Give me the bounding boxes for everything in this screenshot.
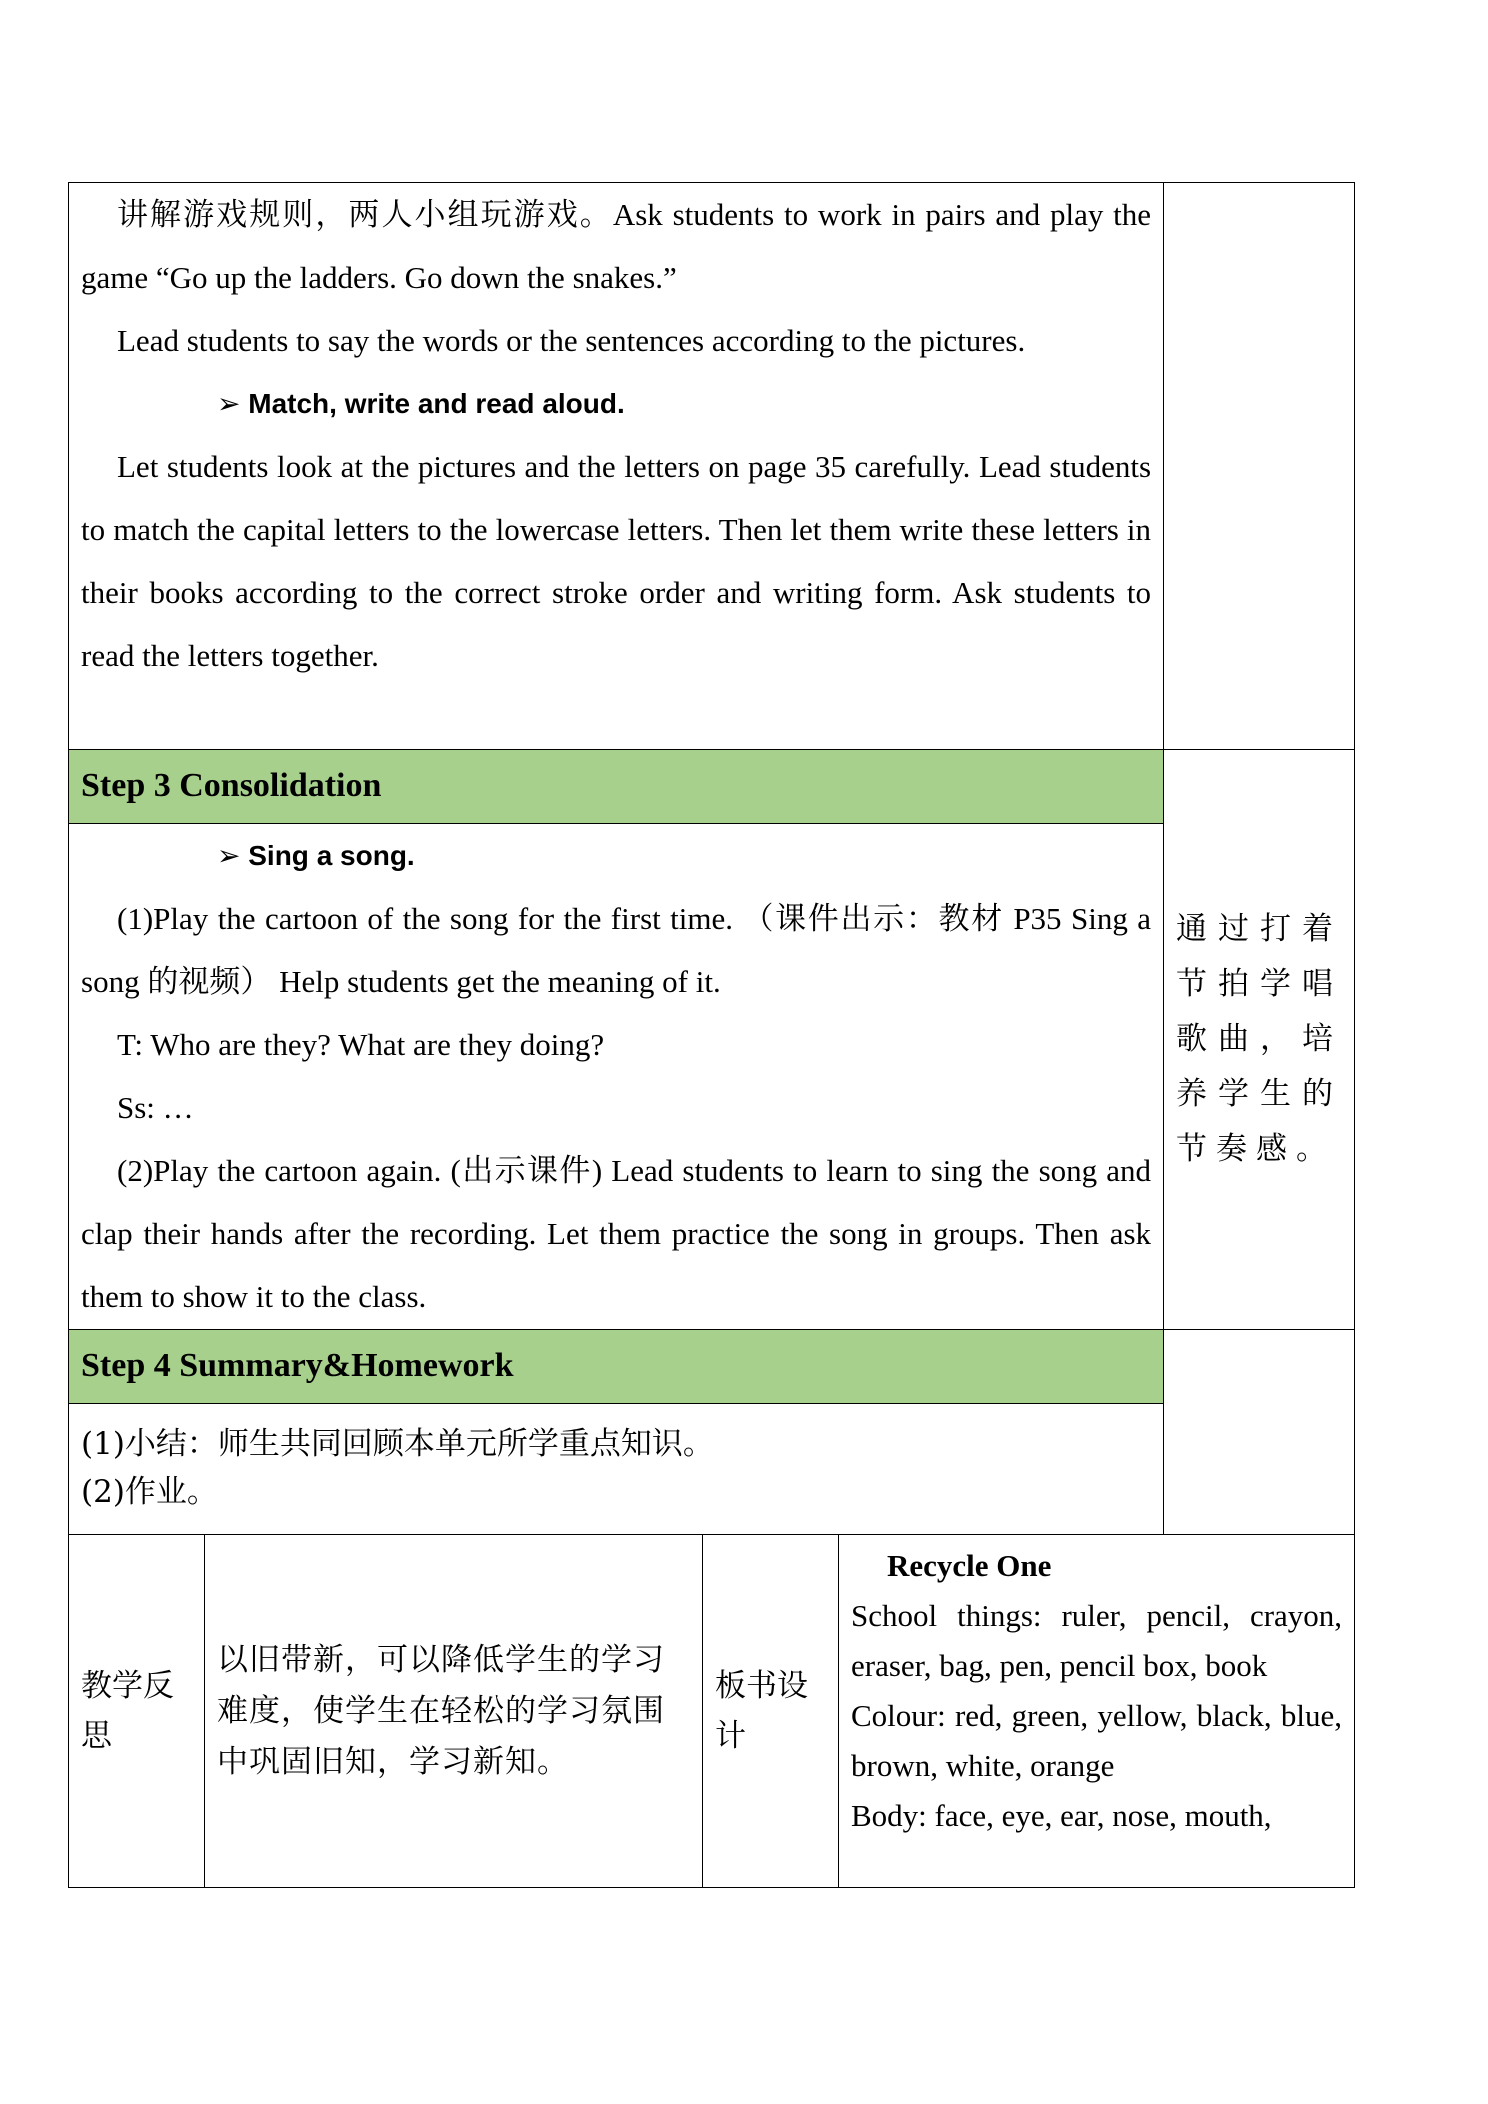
step4-heading-row — [69, 1330, 1355, 1404]
reflection-label: 教学反思 — [69, 1535, 205, 1888]
board-title: Recycle One — [887, 1548, 1052, 1583]
arrow-bullet-icon: ➢ — [217, 388, 249, 419]
top-activity-row — [69, 183, 1355, 750]
step3-heading-row — [69, 750, 1355, 824]
lead-students-paragraph: Lead students to say the words or the sentences according to the pictures. — [117, 323, 1026, 358]
teacher-question: T: Who are they? What are they doing? — [117, 1027, 605, 1062]
step3-content-row — [69, 824, 1355, 1330]
students-answer: Ss: … — [117, 1090, 194, 1125]
arrow-bullet-icon: ➢ — [217, 840, 249, 871]
lesson-plan-table — [68, 182, 1355, 1888]
letters-paragraph: Let students look at the pictures and the letters on page 35 carefully. Lead students to match the capital letters to the lowercase letters. Then let them write these letters in their books according to the correct stroke order and writing form. Ask students to read the letters together. — [81, 449, 1152, 673]
game-rules-paragraph: 讲解游戏规则，两人小组玩游戏。Ask students to work in pairs and play the game “Go up the ladders. Go down the snakes.” — [81, 197, 1152, 295]
top-side-cell — [1164, 183, 1355, 750]
board-design-cell — [839, 1535, 1355, 1888]
play-cartoon-paragraph: (1)Play the cartoon of the song for the first time. （课件出示：教材 P35 Sing a song 的视频） Help students get the meaning of it. — [81, 901, 1152, 999]
homework-line: (2)作业。 — [81, 1474, 218, 1510]
sing-song-bullet: ➢ Sing a song. — [217, 840, 415, 871]
step3-side-note: 通过打着节拍学唱歌曲，培养学生的节奏感。 — [1164, 750, 1355, 1330]
summary-line: (1)小结：师生共同回顾本单元所学重点知识。 — [81, 1426, 714, 1462]
step4-heading: Step 4 Summary&Homework — [69, 1330, 1164, 1404]
play-again-paragraph: (2)Play the cartoon again. (出示课件) Lead students to learn to sing the song and clap their hands after the recording. Let them practice the song in groups. Then ask them to show it to the class. — [81, 1153, 1152, 1314]
bottom-row — [69, 1535, 1355, 1888]
reflection-text: 以旧带新，可以降低学生的学习难度，使学生在轻松的学习氛围中巩固旧知，学习新知。 — [205, 1535, 703, 1888]
lesson-plan-page — [68, 182, 1354, 1888]
top-activity-cell — [69, 183, 1164, 750]
step4-side-cell — [1164, 1330, 1355, 1535]
board-colours: Colour: red, green, yellow, black, blue, brown, white, orange — [851, 1698, 1343, 1783]
step4-content-row — [69, 1404, 1355, 1535]
step3-content-cell — [69, 824, 1164, 1330]
step4-content-cell — [69, 1404, 1164, 1535]
board-school-things: School things: ruler, pencil, crayon, eraser, bag, pen, pencil box, book — [851, 1598, 1343, 1683]
board-body: Body: face, eye, ear, nose, mouth, — [851, 1798, 1272, 1833]
step3-heading: Step 3 Consolidation — [69, 750, 1164, 824]
match-write-bullet: ➢ Match, write and read aloud. — [217, 388, 625, 419]
board-label: 板书设计 — [703, 1535, 839, 1888]
